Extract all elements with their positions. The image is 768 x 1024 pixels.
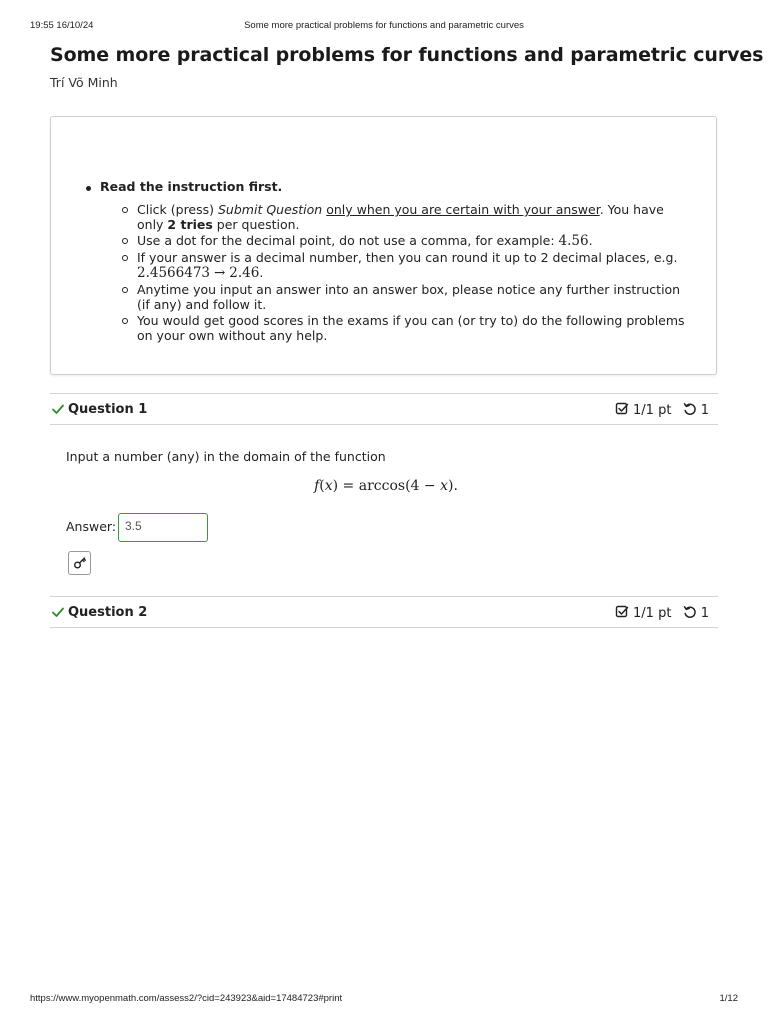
question-1-score: [615, 402, 709, 418]
check-icon: [51, 402, 65, 416]
question-2-score: [615, 605, 709, 621]
checkbox-icon: [615, 605, 629, 619]
question-2-attempts: 1: [700, 606, 709, 621]
print-footer: [30, 993, 738, 1007]
instructions-heading: Read the instruction first.: [100, 179, 283, 194]
show-answer-button[interactable]: [68, 551, 91, 575]
instruction-answer-box: Anytime you input an answer into an answer box, please notice any further instruction (if any) and follow it.: [137, 282, 692, 312]
print-datetime: 19:55 16/10/24: [30, 20, 94, 31]
retry-icon: [683, 402, 697, 416]
author-name: Trí Võ Minh: [50, 75, 118, 90]
question-1-prompt: Input a number (any) in the domain of the function: [66, 449, 386, 464]
tries-bold: 2 tries: [167, 217, 213, 232]
check-icon: [51, 605, 65, 619]
key-icon: [73, 556, 87, 570]
question-1-header[interactable]: [50, 393, 718, 425]
print-url: https://www.myopenmath.com/assess2/?cid=243923&aid=17484723#print: [30, 993, 343, 1004]
instructions-box: [50, 116, 717, 375]
question-1-title: Question 1: [68, 402, 148, 417]
instructions-item: [84, 179, 692, 343]
answer-label: Answer:: [66, 519, 117, 534]
question-2-title: Question 2: [68, 605, 148, 620]
question-2-header[interactable]: [50, 596, 718, 628]
submit-question-emphasis: Submit Question: [218, 202, 323, 217]
question-1-formula: f(x) = arccos(4 − x).: [314, 478, 458, 494]
instructions-list: [84, 179, 692, 344]
question-1-points: 1/1 pt: [633, 403, 672, 418]
certain-underline: only when you are certain with your answer: [326, 202, 600, 217]
instructions-sublist: [100, 202, 692, 343]
instruction-good-scores: You would get good scores in the exams if you can (or try to) do the following problems on your own without any help.: [137, 313, 692, 343]
question-1-attempts: 1: [700, 403, 709, 418]
example-number: 4.56: [558, 233, 589, 249]
arrow-icon: →: [214, 265, 226, 281]
instruction-rounding: If your answer is a decimal number, then you can round it up to 2 decimal places, e.g. 2.4566473 → 2.46.: [137, 250, 692, 281]
round-from: 2.4566473: [137, 265, 211, 281]
round-to: 2.46: [229, 265, 260, 281]
print-page-title: Some more practical problems for functions and parametric curves: [244, 20, 524, 31]
print-header: [30, 20, 738, 34]
instruction-submit: Click (press) Submit Question only when you are certain with your answer. You have only 2 tries per question.: [137, 202, 692, 232]
print-page-number: 1/12: [719, 993, 738, 1004]
question-1-body: [66, 449, 706, 534]
checkbox-icon: [615, 402, 629, 416]
instruction-decimal-point: Use a dot for the decimal point, do not use a comma, for example: 4.56.: [137, 233, 692, 249]
retry-icon: [683, 605, 697, 619]
assessment-title: Some more practical problems for functions and parametric curves: [50, 44, 764, 66]
answer-input[interactable]: 3.5: [118, 513, 208, 542]
question-2-points: 1/1 pt: [633, 606, 672, 621]
